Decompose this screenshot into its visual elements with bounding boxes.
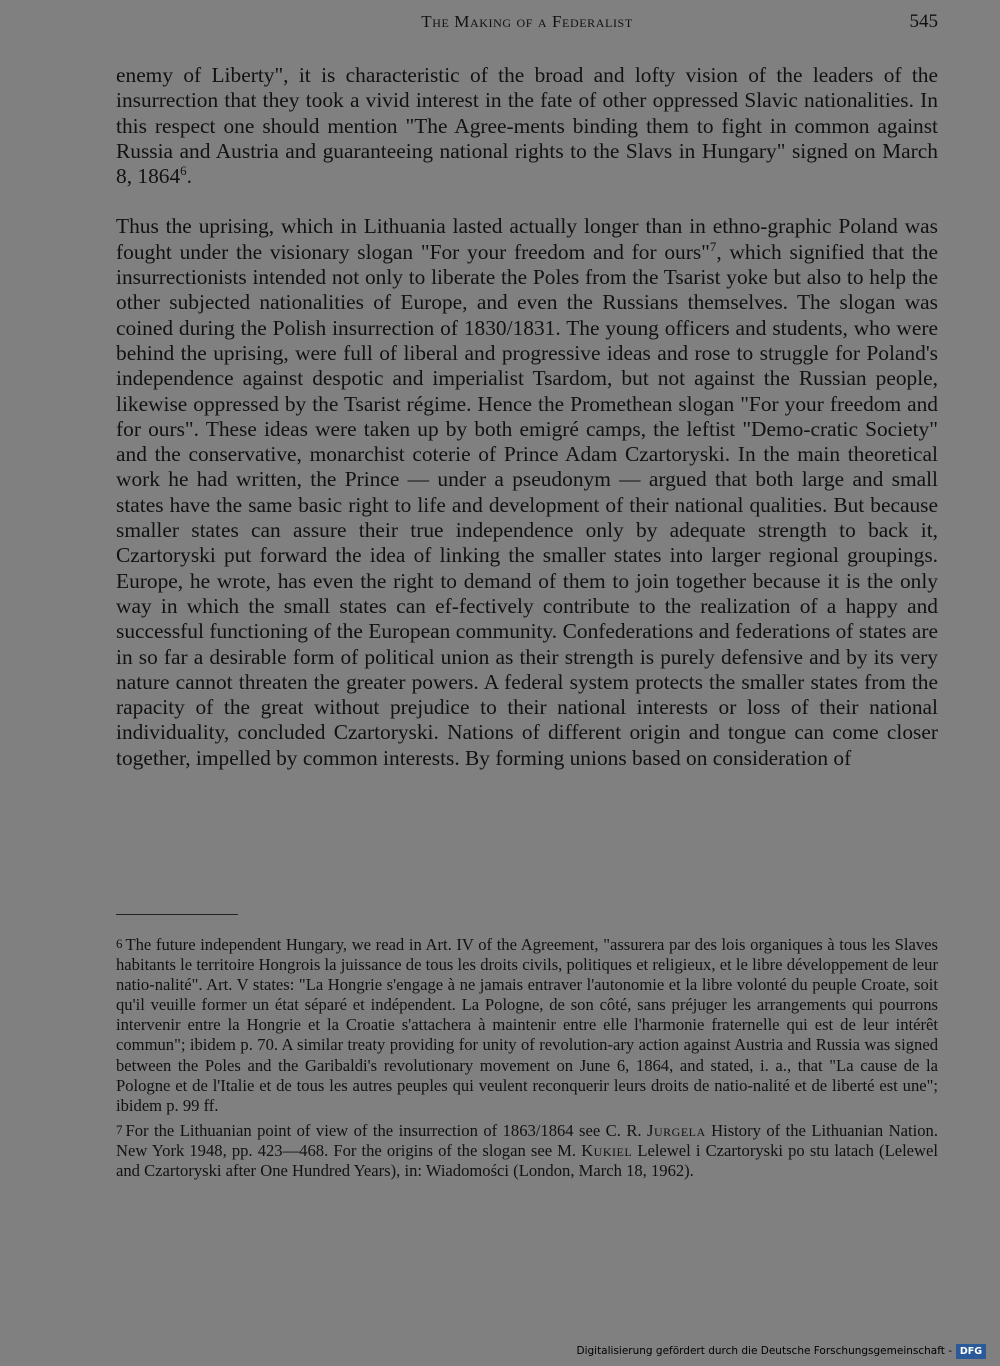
credit-text: Digitalisierung gefördert durch die Deutsche Forschungsgemeinschaft -: [576, 1345, 952, 1357]
footnote-divider: [116, 914, 238, 915]
paragraph-1: [116, 63, 938, 189]
footnote-7-text-a: For the Lithuanian point of view of the insurrection of 1863/1864 see C. R.: [125, 1120, 642, 1140]
footnote-ref-6: 6: [180, 164, 187, 179]
footnote-6-text: The future independent Hungary, we read in Art. IV of the Agreement, "assurera par des lois organiques à tous les Slaves habitants le territoire Hongrois la juissance de tous les droits civils, politiques et religieux, et le libre développement de leur natio-nalité". Art. V states: "La Hongrie s'engage à ne jamais entraver l'autonomie et la libre volonté du peuple Croate, soit qu'il veuille former un état séparé et indépendent. La Pologne, de son côté, sans préjuger les arrangements qui pourrons intervenir entre la Hongrie et la Croatie s'attachera à maintenir entre elle l'harmonie fraternelle qui est de leur intérêt commun"; ibidem p. 70. A similar treaty providing for unity of revolution-ary action against Austria and Russia was signed between the Poles and the Garibaldi's revolutionary movement on June 6, 1864, and stated, i. a., that "La cause de la Pologne et de l'Italie et de tous les autres peuples qui veulent reconquerir leurs droits de natio-nalité et de liberté est une"; ibidem p. 99 ff.: [116, 935, 938, 1115]
footnote-6-marker: 6: [116, 936, 123, 951]
dfg-logo-icon: DFG: [956, 1344, 986, 1359]
footnote-7-text-b: History of the Lithuanian Nation. New York 1948, pp. 423—468. For the origins of the slogan see M.: [116, 1120, 938, 1160]
body-text: [116, 63, 938, 771]
footnote-ref-7: 7: [709, 239, 717, 254]
paragraph-2-text-start: Thus the uprising, which in Lithuania lasted actually longer than in ethno-graphic Poland was fought under the visionary slogan "For your freedom and for ours": [116, 214, 938, 264]
digitization-credit: [576, 1340, 986, 1362]
footnote-7-marker: 7: [116, 1121, 123, 1137]
running-title: The Making of a Federalist: [421, 12, 633, 31]
running-head: [116, 12, 938, 38]
paragraph-1-end: .: [186, 164, 192, 189]
paragraph-1-text: enemy of Liberty", it is characteristic of the broad and lofty vision of the leaders of the insurrection that they took a vivid interest in the fate of other oppressed Slavic nationalities. In this respect one should mention "The Agree-ments binding them to fight in common against Russia and Austria and guaranteeing national rights to the Slavs in Hungary" signed on March 8, 1864: [116, 63, 938, 189]
footnote-6: [116, 934, 938, 1116]
paragraph-2-text-rest: , which signified that the insurrectionists intended not only to liberate the Poles from the Tsarist yoke but also to help the other subjected nationalities of Europe, and even the Russians themselves. The slogan was coined during the Polish insurrection of 1830/1831. The young officers and students, who were behind the uprising, were full of liberal and progressive ideas and rose to struggle for Poland's independence against despotic and imperialist Tsardom, but not against the Russian people, likewise oppressed by the Tsarist régime. Hence the Promethean slogan "For your freedom and for ours". These ideas were taken up by both emigré camps, the leftist "Demo-cratic Society" and the conservative, monarchist coterie of Prince Adam Czartoryski. In the main theoretical work he had written, the Prince — under a pseudonym — argued that both large and small states have the same basic right to life and development of their national qualities. But because smaller states can assure their true independence only by adequate strength to back it, Czartoryski put forward the idea of linking the smaller states into larger regional groupings. Europe, he wrote, has even the right to demand of them to join together because it is the only way in which the small states can ef-fectively contribute to the realization of a happy and successful functioning of the European community. Confederations and federations of states are in so far a desirable form of political union as their strength is purely defensive and by its very nature cannot threaten the greater powers. A federal system protects the smaller states from the rapacity of the great without prejudice to their national interests or loss of their national individuality, concluded Czartoryski. Nations of different origin and tongue can come closer together, impelled by common interests. By forming unions based on consideration of: [116, 239, 938, 770]
footnote-7-author-kukiel: Kukiel: [581, 1140, 633, 1160]
page-number: 545: [909, 11, 938, 32]
paragraph-2: [116, 214, 938, 771]
footnote-7-text-c: Lelewel i Czartoryski po stu latach (Lelewel and Czartoryski after One Hundred Years), in: Wiadomości (London, March 18, 1962).: [116, 1140, 939, 1181]
footnotes: [116, 934, 938, 1185]
footnote-7-author-jurgela: Jurgela: [647, 1120, 706, 1140]
footnote-7: [116, 1120, 938, 1181]
